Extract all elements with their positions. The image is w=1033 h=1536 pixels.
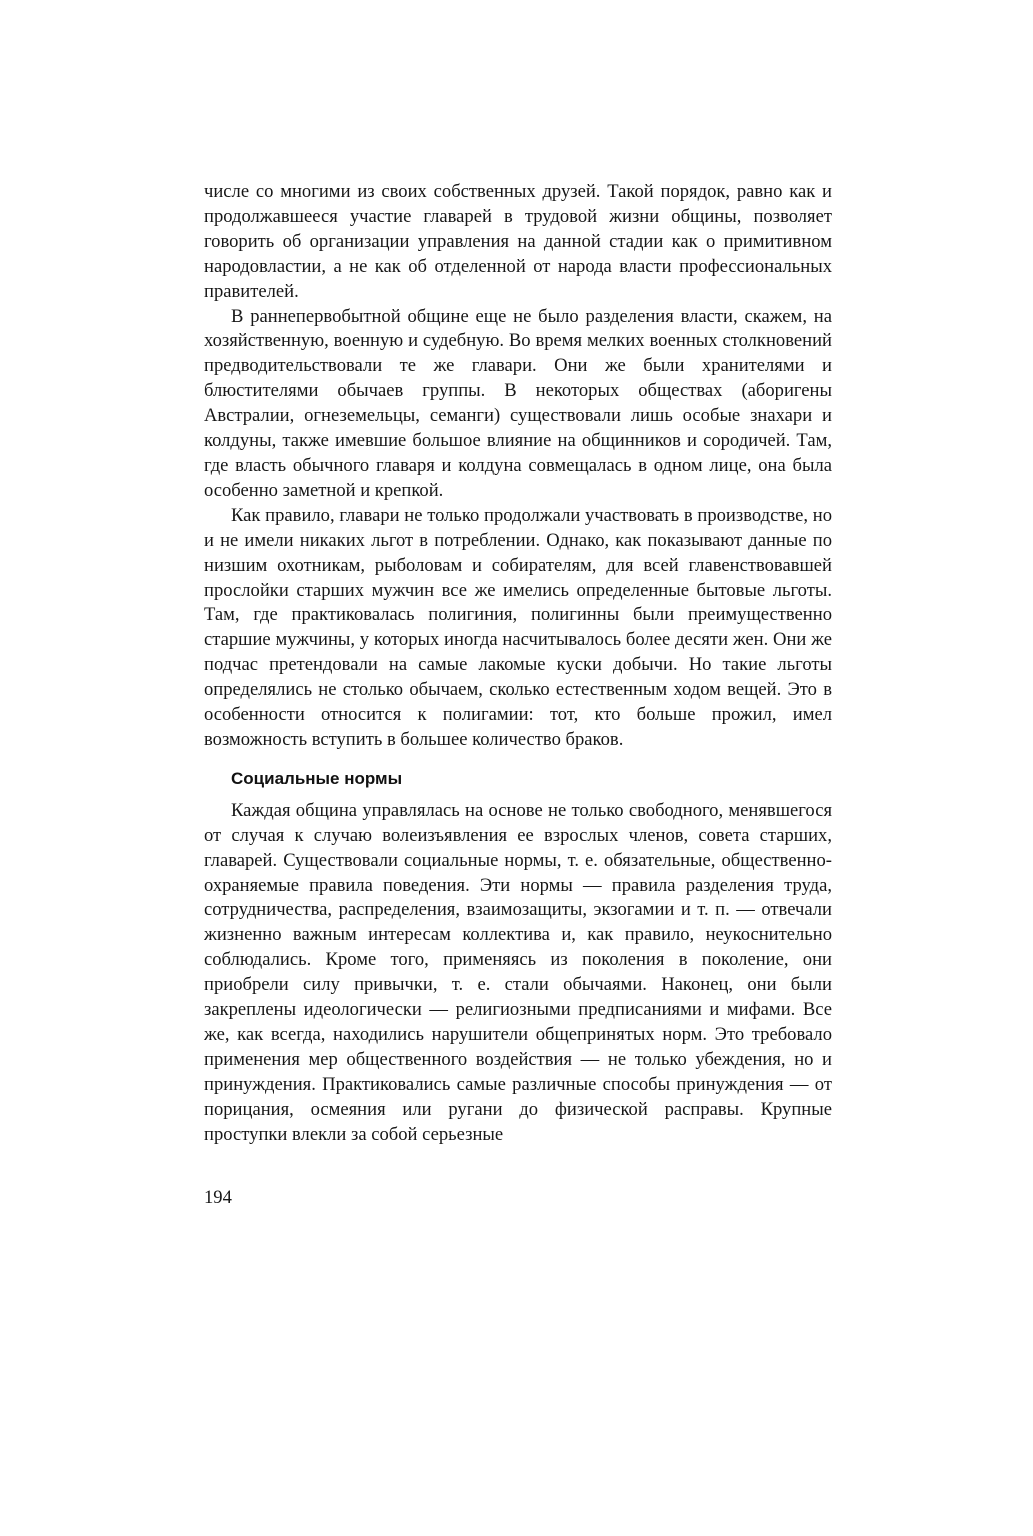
paragraph-privileges: Как правило, главари не только продолжали участвовать в производстве, но и не имели никаких льгот в потреблении. Однако, как показывают данные по низшим охотникам, рыболовам и собирателям, для всей главенствовавшей прослойки старших мужчин все же имелись определенные бытовые льготы. Там, где практиковалась полигиния, полигинны были преимущественно старшие мужчины, у которых иногда насчитывалось более десяти жен. Они же подчас претендовали на самые лакомые куски добычи. Но такие льготы определялись не столько обычаем, сколько естественным ходом вещей. Это в особенности относится к полигамии: тот, кто больше прожил, имел возможность вступить в большее количество браков. bbox=[204, 504, 832, 750]
page-body bbox=[204, 180, 832, 1148]
paragraph-power-division: В раннепервобытной общине еще не было разделения власти, скажем, на хозяйственную, военную и судебную. Во время мелких военных столкновений предводительствовали те же главари. Они же были хранителями и блюстителями обычаев группы. В некоторых обществах (аборигены Австралии, огнеземельцы, семанги) существовали лишь особые знахари и колдуны, также имевшие большое влияние на общинников и сородичей. Там, где власть обычного главаря и колдуна совмещалась в одном лице, она была особенно заметной и крепкой. bbox=[204, 305, 832, 501]
page-number: 194 bbox=[204, 1187, 232, 1208]
paragraph-continuation: числе со многими из своих собственных друзей. Такой порядок, равно как и продолжавшееся участие главарей в трудовой жизни общины, позволяет говорить об организации управления на данной стадии как о примитивном народовластии, а не как об отделенной от народа власти профессиональных правителей. bbox=[204, 181, 832, 302]
paragraph-social-norms: Каждая община управлялась на основе не только свободного, менявшегося от случая к случаю волеизъявления ее взрослых членов, совета старших, главарей. Существовали социальные нормы, т. е. обязательные, общественно-охраняемые правила поведения. Эти нормы — правила разделения труда, сотрудничества, распределения, взаимозащиты, экзогамии и т. п. — отвечали жизненно важным интересам коллектива и, как правило, неукоснительно соблюдались. Кроме того, применяясь из поколения в поколение, они приобрели силу привычки, т. е. стали обычаями. Наконец, они были закреплены идеологически — религиозными предписаниями и мифами. Все же, как всегда, находились нарушители общепринятых норм. Это требовало применения мер общественного воздействия — не только убеждения, но и принуждения. Практиковались самые различные способы принуждения — от порицания, осмеяния или ругани до физической расправы. Крупные проступки влекли за собой серьезные bbox=[204, 799, 832, 1145]
section-heading: Социальные нормы bbox=[231, 768, 403, 788]
